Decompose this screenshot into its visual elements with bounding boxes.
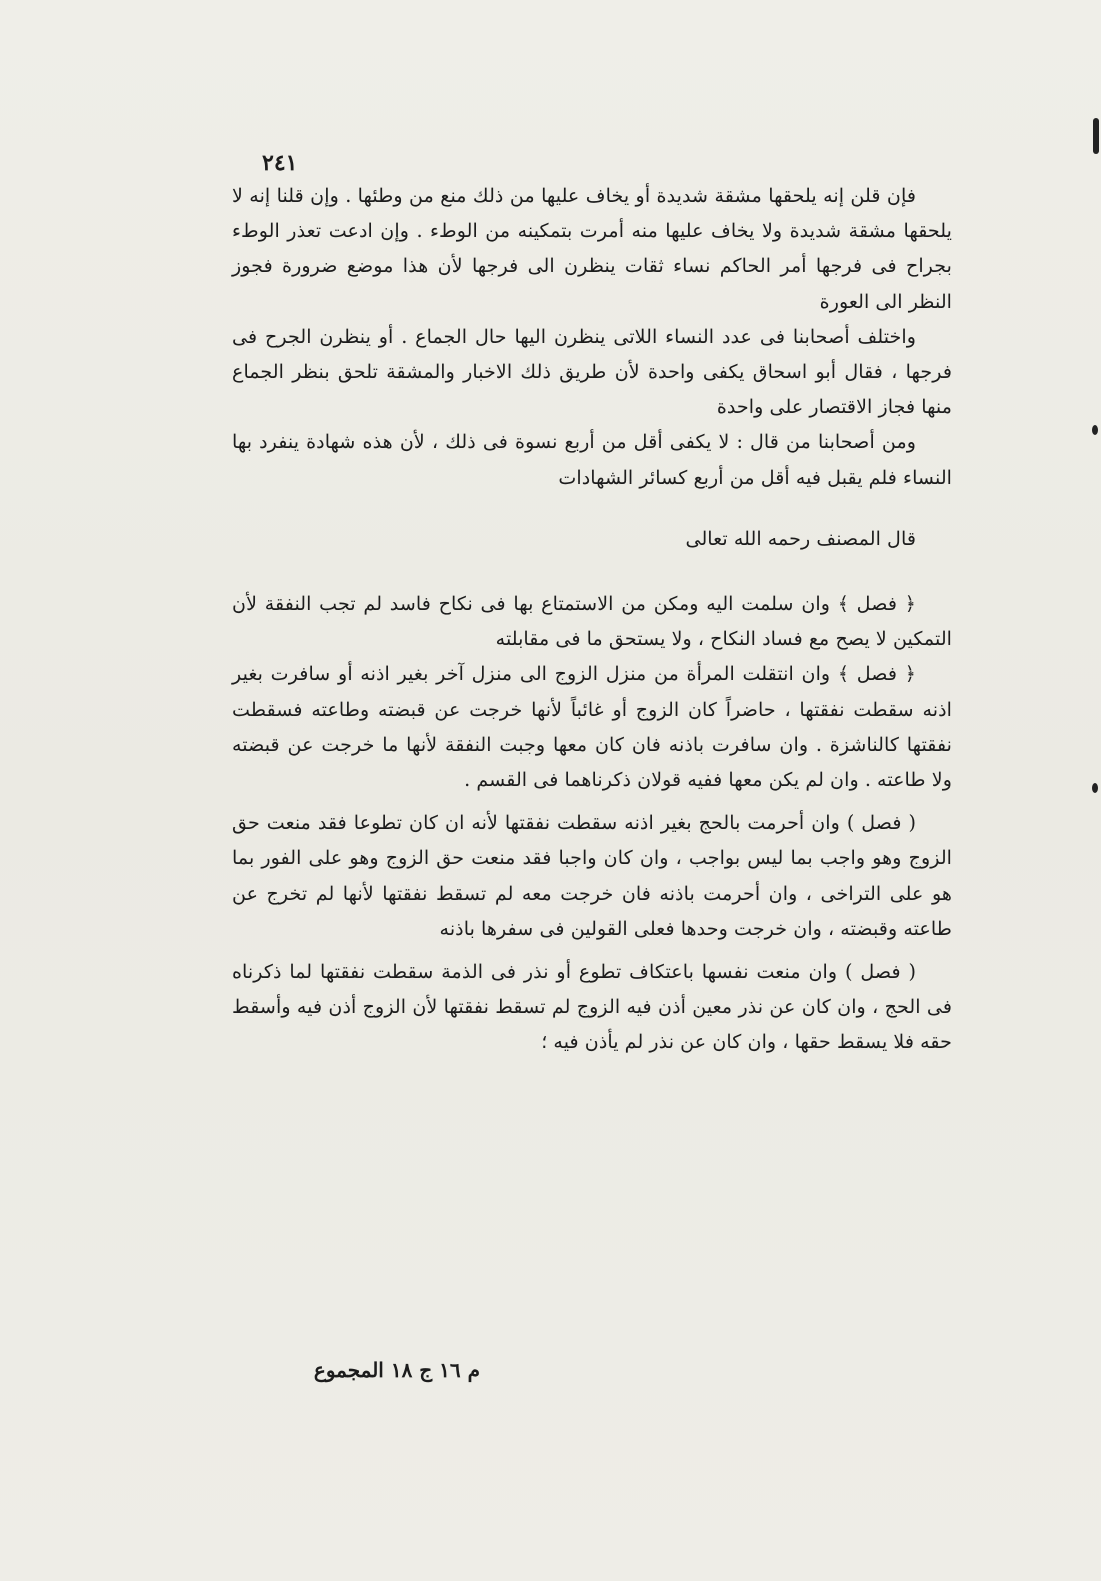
section-heading: قال المصنف رحمه الله تعالى bbox=[685, 526, 916, 550]
paragraph-5: ﴿ فصل ﴾ وان انتقلت المرأة من منزل الزوج الى منزل آخر بغير اذنه أو سافرت بغير اذنه سقطت نفقتها ، حاضراً كان الزوج أو غائباً لأنها خرجت عن قبضته وطاعته فسقطت نفقتها كالناشزة . وان سافرت باذنه فان كان معها وجبت النفقة لأنها ما خرجت عن قبضته ولا طاعته . وان لم يكن معها ففيه قولان ذكرناهما فى القسم . bbox=[232, 662, 952, 792]
page-edge-mark-top bbox=[1093, 118, 1099, 154]
page-footer: م ١٦ ج ١٨ المجموع bbox=[313, 1358, 480, 1382]
page-number: ٢٤١ bbox=[262, 150, 298, 176]
page-body bbox=[232, 178, 952, 1060]
paragraph-4: ﴿ فصل ﴾ وان سلمت اليه ومكن من الاستمتاع بها فى نكاح فاسد لم تجب النفقة لأن التمكين لا يصح مع فساد النكاح ، ولا يستحق ما فى مقابلته bbox=[232, 592, 952, 651]
page-edge-mark-middle bbox=[1092, 425, 1098, 435]
paragraph-2: واختلف أصحابنا فى عدد النساء اللاتى ينظرن اليها حال الجماع . أو ينظرن الجرح فى فرجها ، فقال أبو اسحاق يكفى واحدة لأن طريق ذلك الاخبار والمشقة تلحق بنظر الجماع منها فجاز الاقتصار على واحدة bbox=[232, 324, 952, 419]
paragraph-gap bbox=[232, 946, 952, 954]
paragraph-gap bbox=[232, 797, 952, 805]
paragraph-1: فإن قلن إنه يلحقها مشقة شديدة أو يخاف عليها من ذلك منع من وطئها . وإن قلنا إنه لا يلحقها مشقة شديدة ولا يخاف عليها منه أمرت بتمكينه من الوطء . وإن ادعت تعذر الوطء بجراح فى فرجها أمر الحاكم نساء ثقات ينظرن الى فرجها لأن هذا موضع ضرورة فجوز النظر الى العورة bbox=[232, 184, 952, 313]
page-edge-mark-bottom bbox=[1092, 783, 1098, 793]
paragraph-3: ومن أصحابنا من قال : لا يكفى أقل من أربع نسوة فى ذلك ، لأن هذه شهادة ينفرد بها النساء فلم يقبل فيه أقل من أربع كسائر الشهادات bbox=[232, 430, 952, 489]
paragraph-7: ( فصل ) وان منعت نفسها باعتكاف تطوع أو نذر فى الذمة سقطت نفقتها لما ذكرناه فى الحج ، وان كان عن نذر معين أذن فيه الزوج لم تسقط نفقتها لأن الزوج أذن فيه وأسقط حقه فلا يسقط حقها ، وان كان عن نذر لم يأذن فيه ؛ bbox=[232, 960, 952, 1054]
paragraph-6: ( فصل ) وان أحرمت بالحج بغير اذنه سقطت نفقتها لأنه ان كان تطوعا فقد منعت حق الزوج وهو واجب بما ليس بواجب ، وان كان واجبا فقد منعت حق الزوج وهو على الفور بما هو على التراخى ، وان أحرمت باذنه فان خرجت معه لم تسقط نفقتها لأنها لم تخرج عن طاعته وقبضته ، وان خرجت وحدها فعلى القولين فى سفرها باذنه bbox=[232, 811, 952, 940]
